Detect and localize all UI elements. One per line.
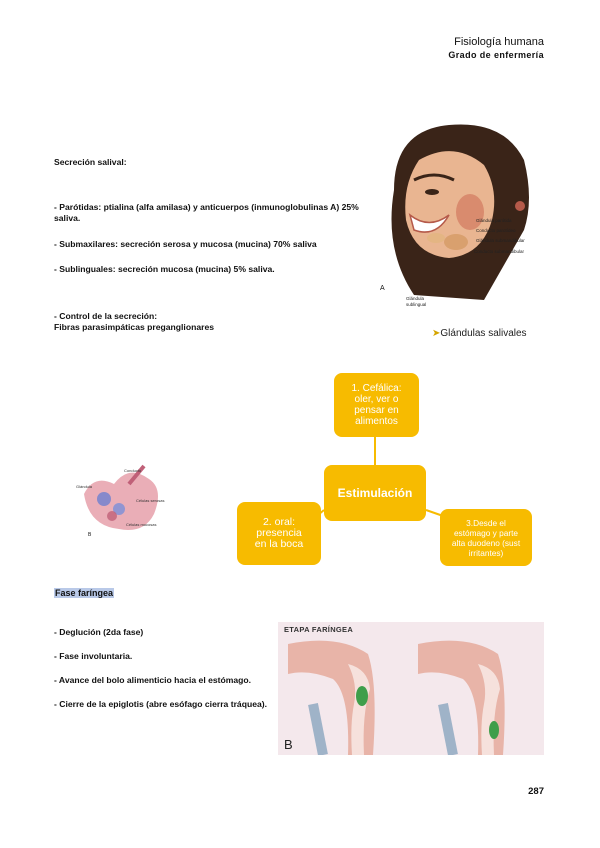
node-oral-line: presencia	[256, 527, 302, 539]
label-conducto-parotideo: Conducto parotídeo	[476, 228, 516, 233]
fase-item-epiglotis: - Cierre de la epiglotis (abre esófago cierra tráquea).	[54, 699, 268, 709]
caption-arrow-icon: ➤	[432, 328, 441, 339]
node-oral-line: en la boca	[254, 538, 304, 550]
gland-figure-letter: B	[88, 532, 92, 538]
fase-faringea-heading: Fase faríngea	[55, 588, 114, 598]
pharynx-title: ETAPA FARÍNGEA	[284, 625, 354, 634]
saliva-item-parotidas: - Parótidas: ptialina (alfa amilasa) y anticuerpos (inmunoglobulinas A) 25%	[54, 202, 359, 212]
trachea-left-shape	[313, 704, 323, 755]
bolo-left-shape	[356, 686, 368, 706]
saliva-item-parotidas-cont: saliva.	[54, 213, 81, 223]
gland-label-mucosas: Células mucosas	[126, 522, 157, 527]
node-cefalica-line: 1. Cefálica:	[351, 383, 402, 394]
header-title: Fisiología humana	[454, 36, 544, 48]
control-detail: Fibras parasimpáticas preganglionares	[54, 322, 214, 332]
node-estomago-line: alta duodeno (sust	[451, 537, 521, 548]
trachea-right-shape	[443, 704, 453, 755]
fase-item-involuntaria: - Fase involuntaria.	[54, 651, 133, 661]
saliva-heading: Secreción salival:	[54, 157, 127, 167]
bolo-right-shape	[489, 721, 499, 739]
gland-label-conducto: Conducto	[124, 468, 142, 473]
label-parotida: Glándula parótida	[476, 218, 512, 223]
node-estomago-line: irritantes)	[468, 547, 504, 558]
node-estimulacion: Estimulación	[324, 465, 426, 521]
node-cefalica-line: oler, ver o	[354, 394, 399, 405]
page-number: 287	[528, 786, 544, 797]
node-cefalica-line: pensar en	[354, 405, 399, 416]
control-heading: - Control de la secreción:	[54, 311, 158, 321]
node-fase-estomago	[440, 509, 532, 566]
label-sublingual-cont: sublingual	[406, 302, 427, 307]
node-estomago-line: 3.Desde el	[466, 517, 506, 528]
fase-item-deglucion: - Deglución (2da fase)	[54, 627, 144, 637]
pharynx-drawings	[278, 634, 544, 755]
node-fase-cefalica	[334, 373, 419, 437]
node-fase-oral	[237, 502, 321, 565]
caption-text: Glándulas salivales	[440, 328, 527, 339]
saliva-item-sublinguales: - Sublinguales: secreción mucosa (mucina) 5% saliva.	[54, 264, 275, 274]
pharynx-figure-letter: B	[284, 737, 293, 752]
label-sublingual: Glándula	[406, 296, 425, 301]
figure-letter-a: A	[380, 285, 385, 292]
fase-item-avance: - Avance del bolo alimenticio hacia el estómago.	[54, 675, 252, 685]
pharyngeal-stage-illustration	[278, 622, 544, 755]
node-oral-line: 2. oral:	[262, 516, 296, 528]
gland-histology-illustration	[74, 454, 170, 540]
label-conducto-submandibular: Conducto submandibular	[474, 249, 525, 254]
node-estomago-line: estómago y parte	[453, 527, 519, 538]
gland-label-serosas: Células serosas	[136, 498, 165, 503]
gland-label-glandula: Glándula	[76, 484, 93, 489]
header-subtitle: Grado de enfermería	[448, 50, 544, 60]
label-submandibular: Glándula submandibular	[476, 238, 525, 243]
saliva-item-submaxilares: - Submaxilares: secreción serosa y mucosa (mucina) 70% saliva	[54, 239, 317, 249]
node-cefalica-line: alimentos	[355, 416, 398, 427]
